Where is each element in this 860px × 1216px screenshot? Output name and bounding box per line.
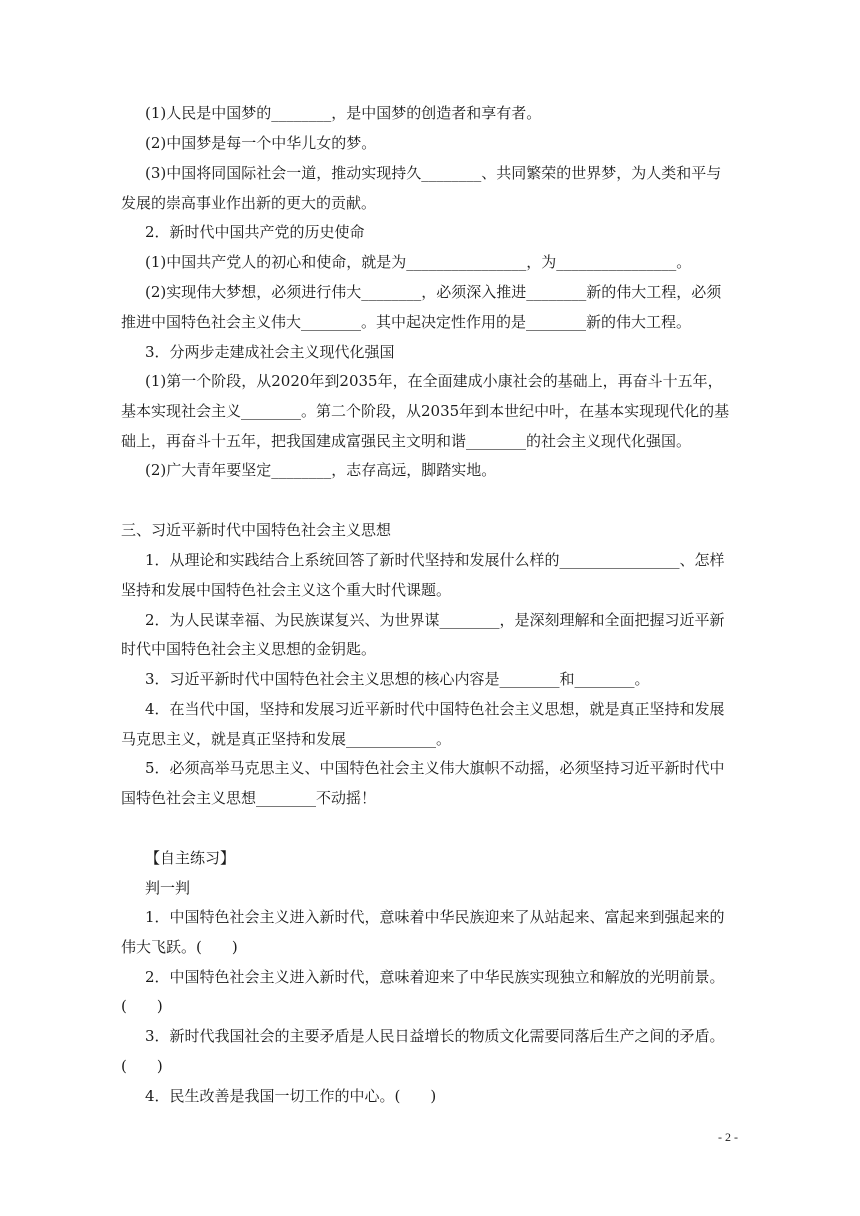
text-line: (2)广大青年要坚定________，志存高远，脚踏实地。 — [145, 461, 497, 479]
text-line: 坚持和发展中国特色社会主义这个重大时代课题。 — [121, 581, 452, 599]
text-line: 3．习近平新时代中国特色社会主义思想的核心内容是________和________。 — [145, 670, 650, 688]
text-line: 4．在当代中国，坚持和发展习近平新时代中国特色社会主义思想，就是真正坚持和发展 — [145, 700, 725, 718]
text-line: 5．必须高举马克思主义、中国特色社会主义伟大旗帜不动摇，必须坚持习近平新时代中 — [145, 759, 725, 777]
subheading: 判一判 — [145, 879, 191, 897]
text-line: 1．从理论和实践结合上系统回答了新时代坚持和发展什么样的________________、怎样 — [145, 551, 725, 569]
page-number: - 2 - — [718, 1130, 738, 1144]
text-line: 推进中国特色社会主义伟大________。其中起决定性作用的是________新的伟大工程。 — [121, 313, 692, 331]
text-line: (2)实现伟大梦想，必须进行伟大________，必须深入推进________新的伟大工程，必须 — [145, 283, 722, 301]
text-line: 础上，再奋斗十五年，把我国建成富强民主文明和谐________的社会主义现代化强国。 — [121, 432, 692, 450]
text-line: (1)中国共产党人的初心和使命，就是为________________，为________________。 — [145, 253, 692, 271]
text-line: (2)中国梦是每一个中华儿女的梦。 — [145, 134, 377, 152]
question-line: ( ) — [121, 1057, 163, 1075]
text-line: (3)中国将同国际社会一道，推动实现持久________、共同繁荣的世界梦，为人类和平与 — [145, 164, 722, 182]
text-line: 国特色社会主义思想________不动摇！ — [121, 789, 377, 807]
section-heading: 三、习近平新时代中国特色社会主义思想 — [121, 521, 392, 539]
text-line: 时代中国特色社会主义思想的金钥匙。 — [121, 640, 377, 658]
text-line: 马克思主义，就是真正坚持和发展____________。 — [121, 730, 452, 748]
text-line: 基本实现社会主义________。第二个阶段，从2035年到本世纪中叶，在基本实现现代化的基 — [121, 402, 730, 420]
question-line: ( ) — [121, 997, 163, 1015]
text-line: (1)人民是中国梦的________，是中国梦的创造者和享有者。 — [145, 104, 542, 122]
section-heading: 【自主练习】 — [145, 849, 236, 867]
question-line: 1．中国特色社会主义进入新时代，意味着中华民族迎来了从站起来、富起来到强起来的 — [145, 908, 725, 926]
text-line: (1)第一个阶段，从2020年到2035年，在全面建成小康社会的基础上，再奋斗十五年， — [145, 372, 723, 390]
question-line: 3．新时代我国社会的主要矛盾是人民日益增长的物质文化需要同落后生产之间的矛盾。 — [145, 1027, 725, 1045]
text-line: 2．新时代中国共产党的历史使命 — [145, 223, 365, 241]
text-line: 3．分两步走建成社会主义现代化强国 — [145, 343, 395, 361]
text-line: 发展的崇高事业作出新的更大的贡献。 — [121, 194, 377, 212]
question-line: 4．民生改善是我国一切工作的中心。( ) — [145, 1087, 437, 1105]
question-line: 伟大飞跃。( ) — [121, 938, 238, 956]
text-line: 2．为人民谋幸福、为民族谋复兴、为世界谋________，是深刻理解和全面把握习近平新 — [145, 611, 725, 629]
question-line: 2．中国特色社会主义进入新时代，意味着迎来了中华民族实现独立和解放的光明前景。 — [145, 968, 725, 986]
